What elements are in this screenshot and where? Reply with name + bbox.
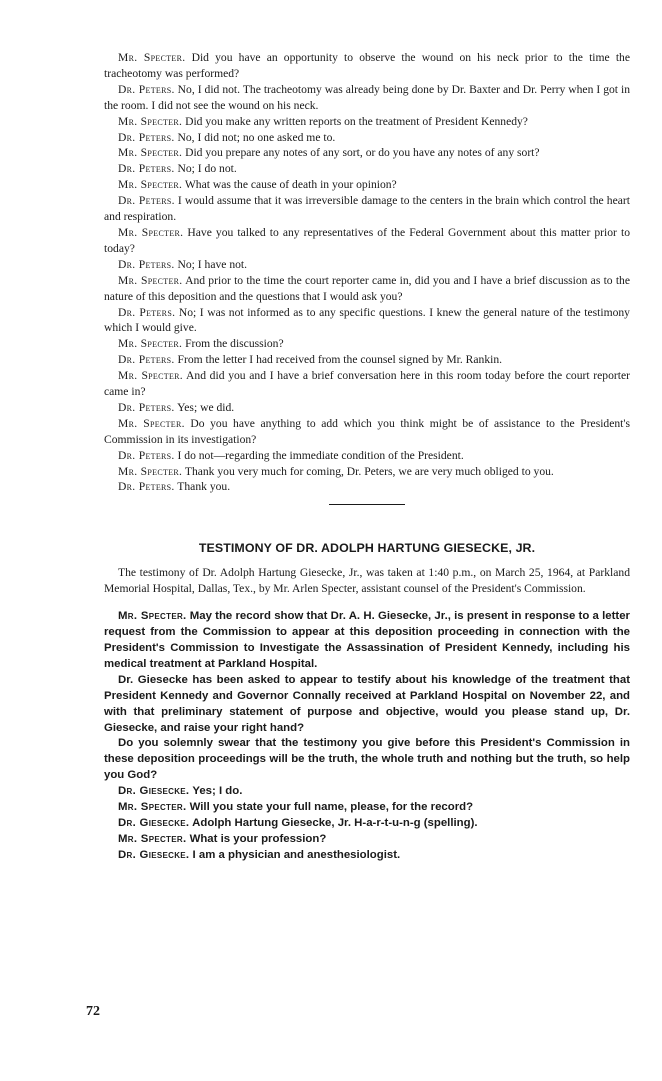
dialogue-paragraph [104, 145, 630, 161]
speaker-label: Dr. Peters. [118, 82, 175, 96]
speaker-label: Mr. Specter. [118, 51, 186, 64]
dialogue-paragraph [104, 130, 630, 146]
speaker-label: Mr. Specter. [118, 114, 183, 128]
dialogue-text: No; I do not. [174, 162, 237, 176]
speaker-label: Dr. Giesecke. [118, 848, 190, 861]
dialogue-text: Thank you very much for coming, Dr. Peters, we are very much obliged to you. [182, 464, 554, 478]
dialogue-text: No, I did not; no one asked me to. [174, 130, 336, 144]
dialogue-paragraph [104, 305, 630, 337]
dialogue-text: Yes; we did. [174, 400, 235, 414]
dialogue-text: Do you have anything to add which you think might be of assistance to the President's Commission in its investigation? [104, 416, 630, 446]
speaker-label: Mr. Specter. [118, 225, 184, 239]
dialogue-text: Yes; I do. [189, 785, 243, 798]
dialogue-paragraph [104, 800, 630, 816]
dialogue-paragraph [104, 177, 630, 193]
dialogue-text: Thank you. [174, 480, 231, 494]
intro-paragraph: The testimony of Dr. Adolph Hartung Giesecke, Jr., was taken at 1:40 p.m., on March 25, 1964, at Parkland Memorial Hospital, Dallas, Tex., by Mr. Arlen Specter, assistant counsel of the President's Commission. [104, 566, 630, 596]
speaker-label: Dr. Peters. [118, 448, 175, 462]
dialogue-text: Did you have an opportunity to observe the wound on his neck prior to the time the tracheotomy was performed? [104, 51, 630, 80]
testimony-block-peters [104, 50, 630, 495]
dialogue-text: No; I was not informed as to any specific questions. I knew the general nature of the testimony which I would give. [104, 305, 630, 335]
dialogue-paragraph [104, 609, 630, 673]
dialogue-paragraph [104, 400, 630, 416]
dialogue-text: Dr. Giesecke has been asked to appear to testify about his knowledge of the treatment that President Kennedy and Governor Connally received at Parkland Hospital on November 22, and with that preliminary statement of purpose and objective, would you please stand up, Dr. Giesecke, and raise your right hand? [104, 673, 630, 734]
dialogue-text: Did you make any written reports on the treatment of President Kennedy? [182, 114, 528, 128]
speaker-label: Mr. Specter. [118, 464, 183, 478]
speaker-label: Dr. Giesecke. [118, 816, 190, 829]
speaker-label: Dr. Peters. [118, 194, 175, 208]
speaker-label: Dr. Peters. [118, 305, 176, 319]
dialogue-text: Do you solemnly swear that the testimony you give before this President's Commission in these deposition proceedings will be the truth, the whole truth and nothing but the truth, so help you God? [104, 737, 630, 782]
page-number: 72 [86, 1004, 100, 1019]
dialogue-text: Have you talked to any representatives of the Federal Government about this matter prior to today? [104, 225, 631, 255]
dialogue-text: I am a physician and anesthesiologist. [189, 848, 401, 861]
section-divider [329, 504, 405, 505]
dialogue-text: And prior to the time the court reporter came in, did you and I have a brief discussion as to the nature of this deposition and the questions that I would ask you? [104, 273, 630, 303]
dialogue-paragraph [104, 832, 630, 848]
dialogue-text: May the record show that Dr. A. H. Giesecke, Jr., is present in response to a letter request from the Commission to appear at this deposition proceeding in connection with the President's Commission to Investigate the Assassination of President Kennedy, including his medical treatment at Parkland Hospital. [104, 610, 630, 670]
dialogue-paragraph [104, 114, 630, 130]
dialogue-paragraph [104, 368, 630, 400]
dialogue-text: What was the cause of death in your opinion? [182, 178, 397, 192]
dialogue-paragraph [104, 225, 630, 257]
speaker-label: Mr. Specter. [118, 337, 183, 351]
dialogue-paragraph [104, 161, 630, 177]
testimony-block-giesecke [104, 609, 630, 864]
speaker-label: Mr. Specter. [118, 416, 185, 430]
dialogue-text: I do not—regarding the immediate condition of the President. [174, 448, 464, 462]
dialogue-text: And did you and I have a brief conversation here in this room today before the court reporter came in? [104, 369, 630, 399]
document-page [104, 50, 630, 864]
dialogue-paragraph [104, 416, 630, 448]
speaker-label: Dr. Giesecke. [118, 785, 190, 798]
dialogue-paragraph [104, 273, 630, 305]
dialogue-text: From the discussion? [182, 337, 284, 351]
dialogue-paragraph [104, 479, 630, 495]
speaker-label: Dr. Peters. [118, 353, 175, 367]
dialogue-paragraph [104, 336, 630, 352]
dialogue-paragraph [104, 464, 630, 480]
dialogue-text: Will you state your full name, please, for the record? [186, 801, 474, 814]
speaker-label: Mr. Specter. [118, 273, 183, 287]
speaker-label: Dr. Peters. [118, 130, 175, 144]
speaker-label: Mr. Specter. [118, 178, 183, 192]
dialogue-paragraph [104, 673, 630, 737]
speaker-label: Dr. Peters. [118, 400, 175, 414]
dialogue-paragraph [104, 82, 630, 114]
dialogue-paragraph [104, 193, 630, 225]
dialogue-paragraph [104, 848, 630, 864]
section-title: TESTIMONY OF DR. ADOLPH HARTUNG GIESECKE, JR. [198, 541, 536, 556]
speaker-label: Mr. Specter. [118, 801, 187, 814]
dialogue-text: I would assume that it was irreversible damage to the centers in the brain which control the heart and respiration. [104, 194, 630, 224]
dialogue-text: No, I did not. The tracheotomy was already being done by Dr. Baxter and Dr. Perry when I got in the room. I did not see the wound on his neck. [104, 82, 630, 112]
speaker-label: Mr. Specter. [118, 610, 187, 623]
speaker-label: Mr. Specter. [118, 832, 187, 845]
dialogue-text: From the letter I had received from the counsel signed by Mr. Rankin. [174, 353, 503, 367]
speaker-label: Dr. Peters. [118, 162, 175, 176]
dialogue-text: What is your profession? [186, 832, 327, 845]
dialogue-paragraph [104, 816, 630, 832]
dialogue-text: Adolph Hartung Giesecke, Jr. H-a-r-t-u-n-g (spelling). [189, 816, 478, 829]
dialogue-text: No; I have not. [174, 257, 248, 271]
speaker-label: Dr. Peters. [118, 480, 175, 494]
dialogue-paragraph [104, 257, 630, 273]
dialogue-paragraph [104, 448, 630, 464]
speaker-label: Mr. Specter. [118, 369, 183, 383]
dialogue-paragraph [104, 50, 630, 82]
dialogue-text: Did you prepare any notes of any sort, or do you have any notes of any sort? [182, 146, 540, 160]
dialogue-paragraph [104, 784, 630, 800]
dialogue-paragraph [104, 736, 630, 784]
dialogue-paragraph [104, 352, 630, 368]
speaker-label: Mr. Specter. [118, 146, 183, 160]
speaker-label: Dr. Peters. [118, 257, 175, 271]
